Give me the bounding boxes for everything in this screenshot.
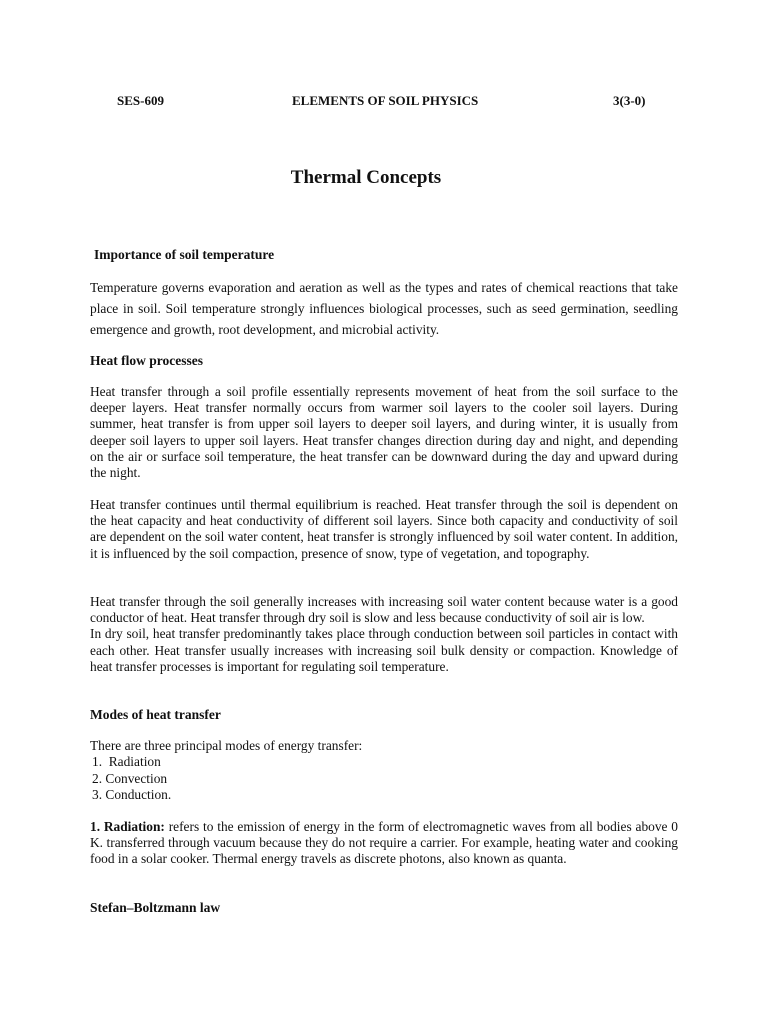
importance-paragraph: Temperature governs evaporation and aeration as well as the types and rates of chemical reactions that take place in soil. Soil temperature strongly influences biological processes, such as seed germination, seedling emergence and growth, root development, and microbial activity. [90,280,678,337]
list-item: 2. Convection [92,770,168,786]
section-heading: Stefan–Boltzmann law [90,900,221,915]
course-code: SES-609 [117,93,164,108]
course-title: ELEMENTS OF SOIL PHYSICS [292,93,479,108]
modes-heading [90,707,678,723]
heat-flow-paragraph-2-block [90,497,678,562]
heat-flow-paragraph-3: Heat transfer through the soil generally increases with increasing soil water content because water is a good conductor of heat. Heat transfer through dry soil is slow and less because conductivity of soil air is low. [90,594,678,626]
modes-intro: There are three principal modes of energy transfer: [90,738,363,753]
list-item: 3. Conduction. [92,787,172,803]
heat-flow-paragraph-1: Heat transfer through a soil profile essentially represents movement of heat from the soil surface to the deeper layers. Heat transfer normally occurs from warmer soil layers to the cooler soil layers. During summer, heat transfer is from upper soil layers to deeper soil layers, and during winter, it is usually from deeper soil layers to upper soil layers. Heat transfer changes direction during day and night, and depending on the air or surface soil temperature, the heat transfer can be downward during the day and upward during the night. [90,384,678,481]
radiation-paragraph [90,819,678,868]
section-heading: Modes of heat transfer [90,707,221,722]
importance-heading [94,247,682,263]
radiation-section [90,819,678,868]
heat-flow-paragraph-4: In dry soil, heat transfer predominantly takes place through conduction between soil particles in contact with each other. Heat transfer usually increases with increasing soil bulk density or compaction. Knowledge of heat transfer processes is important for regulating soil temperature. [90,626,678,674]
list-item: 1. Radiation [92,754,161,770]
modes-list [90,754,678,803]
heat-flow-heading [90,353,678,369]
heat-flow-paragraph-3-block [90,594,678,675]
stefan-heading [90,900,678,916]
course-credits: 3(3-0) [613,93,646,108]
radiation-term: 1. Radiation: [90,819,165,834]
section-heading: Heat flow processes [90,353,203,368]
modes-section [90,738,678,803]
heat-flow-paragraph-2: Heat transfer continues until thermal equilibrium is reached. Heat transfer through the soil is dependent on the heat capacity and heat conductivity of different soil layers. Since both capacity and conductivity of soil are dependent on the soil water content, heat transfer is strongly influenced by soil water content. In addition, it is influenced by the soil compaction, presence of snow, type of vegetation, and topography. [90,497,678,561]
section-heading: Importance of soil temperature [94,247,275,262]
page-title: Thermal Concepts [290,167,442,188]
radiation-text: refers to the emission of energy in the form of electromagnetic waves from all bodies above 0 K. transferred through vacuum because they do not require a carrier. For example, heating water and cooking food in a solar cooker. Thermal energy travels as discrete photons, also known as quanta. [90,819,678,867]
importance-section [90,277,678,340]
heat-flow-paragraph-1-block [90,384,678,481]
